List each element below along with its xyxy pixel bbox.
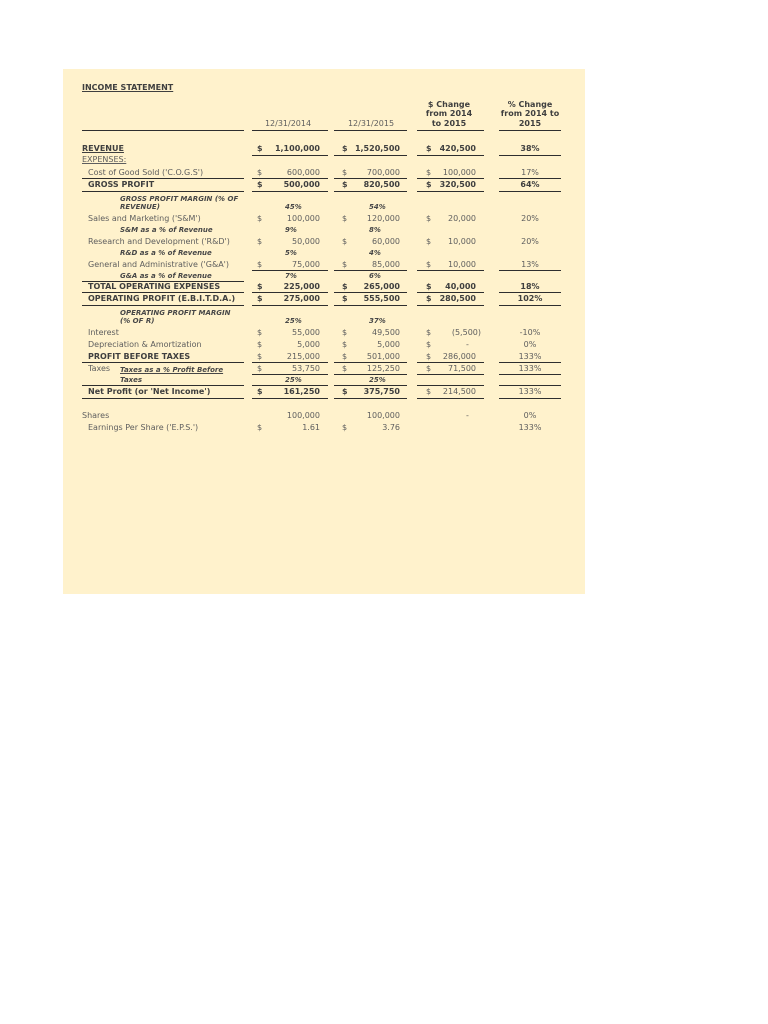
value-2014: 500,000	[283, 180, 320, 189]
currency-2015: $	[342, 423, 348, 432]
rule-line	[417, 385, 484, 386]
ratio-2015: 54%	[369, 203, 386, 211]
rule-line	[82, 292, 244, 293]
currency-2014: $	[257, 352, 263, 361]
rule-line	[252, 292, 328, 293]
row-label: Research and Development ('R&D')	[88, 237, 230, 246]
currency-2015: $	[342, 168, 348, 177]
header-percent-change-line: 2015	[518, 119, 542, 128]
percent-change: 20%	[521, 214, 539, 223]
rule-line	[82, 305, 244, 306]
currency-2014: $	[257, 340, 263, 349]
percent-change: 0%	[523, 340, 537, 349]
value-2015: 1,520,500	[354, 144, 400, 153]
rule-line	[252, 155, 328, 156]
percent-change: -10%	[519, 328, 541, 337]
rule-line	[334, 305, 407, 306]
dollar-change: 40,000	[445, 282, 476, 291]
row-label: Taxes	[120, 376, 143, 384]
ratio-2015: 25%	[369, 376, 386, 384]
currency-change: $	[426, 340, 432, 349]
row-label: PROFIT BEFORE TAXES	[88, 352, 191, 361]
currency-2015: $	[342, 340, 348, 349]
rule-line	[417, 155, 484, 156]
currency-2014: $	[257, 260, 263, 269]
rule-line	[252, 270, 328, 271]
ratio-2014: 5%	[285, 249, 297, 257]
rule-line	[499, 191, 561, 192]
currency-2014: $	[257, 144, 263, 153]
row-label: S&M as a % of Revenue	[120, 226, 213, 234]
value-2015: 265,000	[363, 282, 400, 291]
currency-2015: $	[342, 364, 348, 373]
currency-change: $	[426, 364, 432, 373]
percent-change: 20%	[521, 237, 539, 246]
value-2015: 100,000	[366, 411, 400, 420]
percent-change: 38%	[520, 144, 540, 153]
rule-line	[82, 281, 244, 282]
value-2014: 600,000	[286, 168, 320, 177]
ratio-2014: 45%	[285, 203, 302, 211]
currency-change: $	[426, 144, 432, 153]
header-2015: 12/31/2015	[347, 119, 395, 128]
percent-change: 0%	[523, 411, 537, 420]
currency-change: $	[426, 180, 432, 189]
rule-line	[334, 292, 407, 293]
rule-line	[252, 305, 328, 306]
dollar-change: 280,500	[439, 294, 476, 303]
row-label: Interest	[88, 328, 119, 337]
row-label: GROSS PROFIT	[88, 180, 155, 189]
rule-line	[499, 178, 561, 179]
rule-line	[417, 130, 484, 131]
ratio-2014: 9%	[285, 226, 297, 234]
rule-line	[82, 398, 244, 399]
currency-change: $	[426, 260, 432, 269]
rule-line	[499, 305, 561, 306]
dollar-change: 20,000	[448, 214, 476, 223]
currency-2015: $	[342, 282, 348, 291]
currency-2015: $	[342, 144, 348, 153]
value-2014: 275,000	[283, 294, 320, 303]
dollar-change: -	[466, 340, 469, 349]
percent-change: 17%	[521, 168, 539, 177]
row-label: Earnings Per Share ('E.P.S.')	[88, 423, 199, 432]
value-2015: 700,000	[366, 168, 400, 177]
rule-line	[499, 362, 561, 363]
rule-line	[252, 398, 328, 399]
rule-line	[417, 374, 484, 375]
row-label: Shares	[82, 411, 110, 420]
value-2014: 225,000	[283, 282, 320, 291]
currency-2015: $	[342, 328, 348, 337]
value-2014: 100,000	[286, 214, 320, 223]
row-label: Taxes as a % Profit Before	[120, 366, 224, 374]
rule-line	[499, 374, 561, 375]
rule-line	[417, 191, 484, 192]
row-label: TOTAL OPERATING EXPENSES	[88, 282, 221, 291]
currency-2014: $	[257, 423, 263, 432]
value-2014: 100,000	[286, 411, 320, 420]
dollar-change: 214,500	[442, 387, 476, 396]
value-2014: 1,100,000	[274, 144, 320, 153]
rule-line	[334, 398, 407, 399]
currency-2014: $	[257, 294, 263, 303]
currency-change: $	[426, 294, 432, 303]
currency-change: $	[426, 282, 432, 291]
value-2015: 501,000	[366, 352, 400, 361]
percent-change: 64%	[520, 180, 540, 189]
value-2014: 55,000	[292, 328, 320, 337]
rule-line	[417, 270, 484, 271]
currency-2014: $	[257, 282, 263, 291]
percent-change: 13%	[521, 260, 539, 269]
value-2015: 60,000	[372, 237, 400, 246]
rule-line	[334, 191, 407, 192]
value-2014: 215,000	[286, 352, 320, 361]
rule-line	[252, 385, 328, 386]
row-label: General and Administrative ('G&A')	[88, 260, 229, 269]
section-label-expenses: EXPENSES:	[82, 155, 127, 164]
currency-2014: $	[257, 168, 263, 177]
rule-line	[82, 191, 244, 192]
header-dollar-change-line: $ Change	[427, 100, 471, 109]
ratio-2014: 25%	[285, 376, 302, 384]
rule-line	[252, 130, 328, 131]
ratio-2015: 8%	[369, 226, 381, 234]
header-percent-change-line: % Change	[507, 100, 553, 109]
percent-change: 133%	[518, 423, 542, 432]
rule-line	[499, 155, 561, 156]
rule-line	[82, 362, 244, 363]
percent-change: 18%	[520, 282, 540, 291]
rule-line	[499, 292, 561, 293]
currency-2014: $	[257, 364, 263, 373]
currency-2015: $	[342, 352, 348, 361]
percent-change: 133%	[518, 364, 542, 373]
row-label: GROSS PROFIT MARGIN (% OF	[120, 195, 239, 203]
row-label: REVENUE	[82, 144, 124, 153]
currency-change: $	[426, 352, 432, 361]
rule-line	[417, 178, 484, 179]
row-label: Taxes	[88, 364, 111, 373]
dollar-change: 10,000	[448, 260, 476, 269]
row-label: Depreciation & Amortization	[88, 340, 202, 349]
rule-line	[417, 398, 484, 399]
currency-2015: $	[342, 387, 348, 396]
row-label: R&D as a % of Revenue	[120, 249, 212, 257]
value-2015: 49,500	[372, 328, 400, 337]
currency-2014: $	[257, 387, 263, 396]
rule-line	[499, 398, 561, 399]
rule-line	[82, 130, 244, 131]
currency-change: $	[426, 387, 432, 396]
value-2015: 120,000	[366, 214, 400, 223]
rule-line	[252, 178, 328, 179]
ratio-2015: 6%	[369, 272, 381, 280]
value-2015: 5,000	[377, 340, 400, 349]
dollar-change: 320,500	[439, 180, 476, 189]
currency-2015: $	[342, 237, 348, 246]
statement-title: INCOME STATEMENT	[82, 83, 174, 92]
percent-change: 133%	[518, 387, 542, 396]
rule-line	[417, 362, 484, 363]
value-2015: 555,500	[363, 294, 400, 303]
rule-line	[252, 362, 328, 363]
rule-line	[334, 385, 407, 386]
rule-line	[334, 130, 407, 131]
value-2015: 85,000	[372, 260, 400, 269]
currency-2014: $	[257, 328, 263, 337]
value-2015: 3.76	[382, 423, 400, 432]
currency-2014: $	[257, 214, 263, 223]
value-2015: 820,500	[363, 180, 400, 189]
currency-2015: $	[342, 260, 348, 269]
dollar-change: 420,500	[439, 144, 476, 153]
rule-line	[82, 385, 244, 386]
percent-change: 133%	[518, 352, 542, 361]
currency-2015: $	[342, 214, 348, 223]
rule-line	[499, 130, 561, 131]
rule-line	[252, 191, 328, 192]
row-label: OPERATING PROFIT (E.B.I.T.D.A.)	[88, 294, 236, 303]
row-label: Cost of Good Sold ('C.O.G.S')	[88, 168, 204, 177]
value-2015: 375,750	[363, 387, 400, 396]
row-label: REVENUE)	[120, 203, 160, 211]
rule-line	[417, 305, 484, 306]
row-label: (% OF R)	[120, 317, 155, 325]
row-label: OPERATING PROFIT MARGIN	[120, 309, 231, 317]
rule-line	[334, 155, 407, 156]
ratio-2014: 25%	[285, 317, 302, 325]
dollar-change: -	[466, 411, 469, 420]
rule-line	[334, 374, 407, 375]
value-2014: 161,250	[283, 387, 320, 396]
ratio-2014: 7%	[285, 272, 297, 280]
value-2014: 75,000	[292, 260, 320, 269]
dollar-change: 10,000	[448, 237, 476, 246]
header-percent-change-line: from 2014 to	[500, 109, 560, 118]
currency-2015: $	[342, 180, 348, 189]
value-2014: 50,000	[292, 237, 320, 246]
rule-line	[499, 270, 561, 271]
row-label: Net Profit (or 'Net Income')	[88, 387, 211, 396]
row-label: Sales and Marketing ('S&M')	[88, 214, 201, 223]
rule-line	[417, 292, 484, 293]
rule-line	[499, 385, 561, 386]
currency-change: $	[426, 168, 432, 177]
currency-change: $	[426, 237, 432, 246]
row-label: G&A as a % of Revenue	[120, 272, 212, 280]
value-2014: 1.61	[302, 423, 320, 432]
dollar-change: (5,500)	[451, 328, 481, 337]
rule-line	[334, 270, 407, 271]
dollar-change: 100,000	[442, 168, 476, 177]
rule-line	[82, 178, 244, 179]
currency-2015: $	[342, 294, 348, 303]
ratio-2015: 37%	[369, 317, 386, 325]
rule-line	[252, 374, 328, 375]
percent-change: 102%	[517, 294, 543, 303]
currency-change: $	[426, 214, 432, 223]
value-2014: 53,750	[292, 364, 320, 373]
currency-2014: $	[257, 180, 263, 189]
dollar-change: 71,500	[448, 364, 476, 373]
header-dollar-change-line: from 2014	[425, 109, 473, 118]
header-2014: 12/31/2014	[264, 119, 312, 128]
dollar-change: 286,000	[442, 352, 476, 361]
value-2015: 125,250	[366, 364, 400, 373]
currency-2014: $	[257, 237, 263, 246]
currency-change: $	[426, 328, 432, 337]
rule-line	[334, 362, 407, 363]
rule-line	[334, 178, 407, 179]
ratio-2015: 4%	[369, 249, 381, 257]
value-2014: 5,000	[297, 340, 320, 349]
header-dollar-change-line: to 2015	[431, 119, 467, 128]
